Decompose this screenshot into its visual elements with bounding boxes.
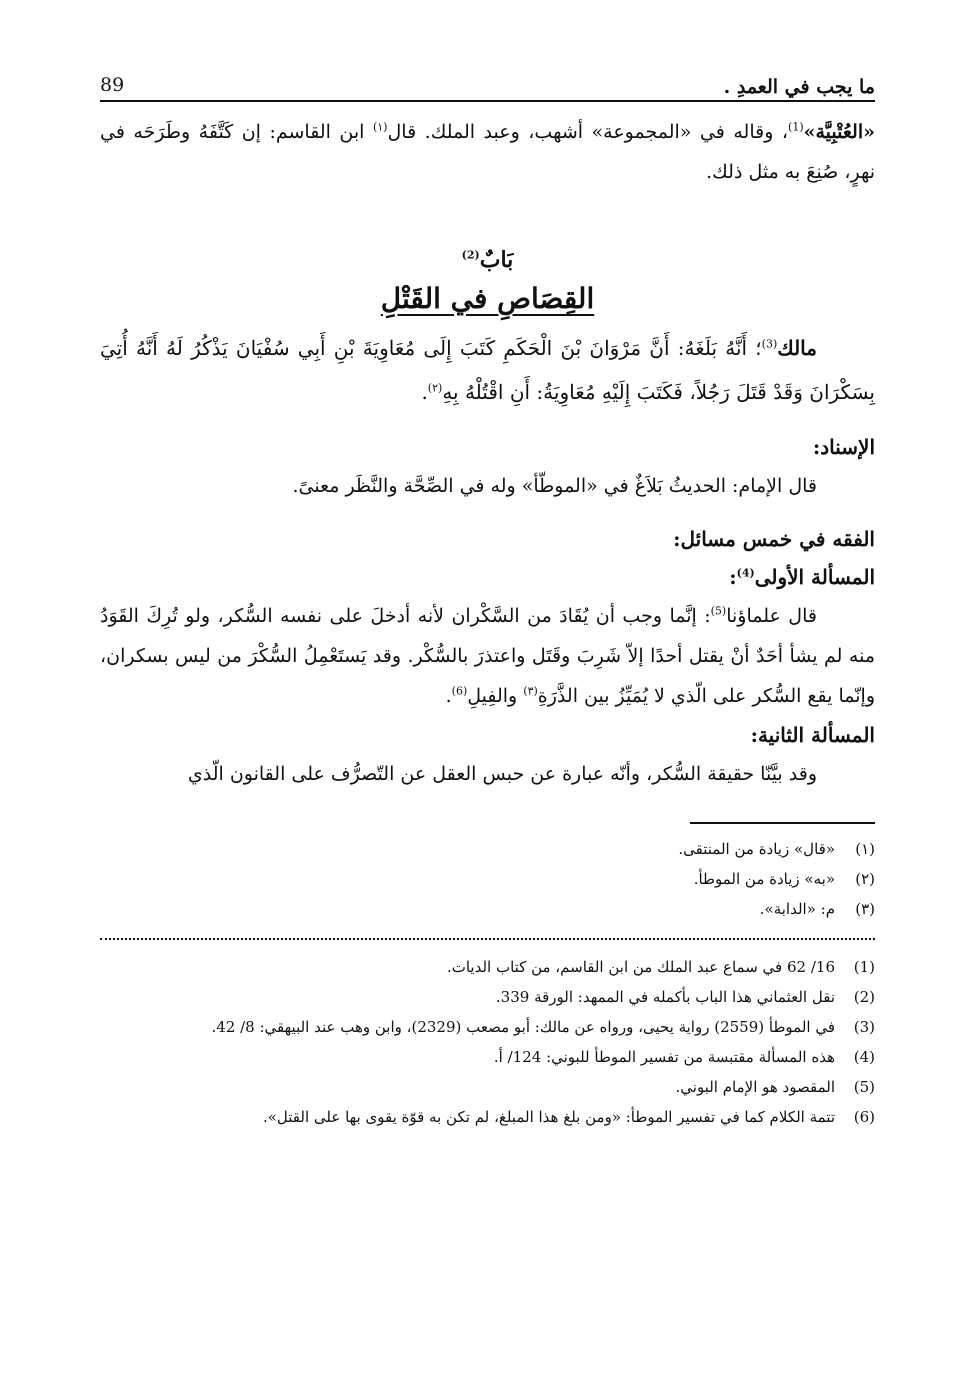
footnote-item: (3) في الموطأ (2559) رواية يحيى، ورواه عن مالك: أبو مصعب (2329)، وابن وهب عند البيهقي: 8/ 42. — [211, 1018, 875, 1036]
footnote-separator — [690, 822, 875, 824]
page-header — [100, 60, 875, 102]
footnote-dotted-separator — [100, 938, 875, 940]
footnote-item: (1) 16/ 62 في سماع عبد الملك من ابن القاسم، من كتاب الديات. — [446, 958, 875, 976]
footnote-ref: (1) — [788, 120, 804, 134]
footnote-ref: (5) — [710, 604, 727, 618]
hadith-text: ؛ أَنَّهُ بَلَغَهُ: أَنَّ مَرْوَانَ بْنَ الْحَكَمِ كَتَبَ إِلَى مُعَاوِيَةَ بْنِ أَبِي سُفْيَانَ يَذْكُرُ لَهُ أَنَّهُ أُتِيَ بِسَكْرَانَ وَقَدْ قَتَلَ رَجُلاً، فَكَتَبَ إِلَيْهِ مُعَاوِيَةُ: أَنِ اقْتُلْهُ بِهِ — [100, 336, 875, 404]
page-number: 89 — [100, 74, 125, 96]
question-1-heading: المسألة الأولى$^{(4)}$: — [729, 565, 875, 589]
footnote-ref: (4) — [736, 566, 755, 580]
question-1-text: قال علماؤنا$^{(5)}$: إنَّما وجب أن يُقَادَ من السَّكْران لأنه أدخلَ على نفسه السُّكر، ولو تُرِكَ القَوَدُ منه لم يشأ أحَدٌ أنْ يقتل أحدًا إلاّ شَرِبَ وقَتَل واعتذرَ بالسُّكْر. وقد يَستَعْمِلُ السُّكْرَ من ليس بسكران، وإنّما يقع السُّكر على الّذي لا يُمَيِّزُ بين الذَّرَةِ$^{(٣)}$ والفِيلِ$^{(6)}$. — [100, 604, 875, 707]
footnote-item: (5) المقصود هو الإمام البوني. — [675, 1078, 875, 1096]
intro-book-name: «العُتْبِيَّة» — [803, 121, 875, 143]
isnad-text: قال الإمام: الحديثُ بَلاَغٌ في «الموطّأ» وله في الصِّحَّة والنَّظَر معنىً. — [292, 475, 817, 497]
isnad-heading: الإسناد: — [812, 435, 875, 459]
footnote-item: (6) تتمة الكلام كما في تفسير الموطأ: «ومن بلغ هذا المبلغ، لم تكن به قوّة يقوى بها على القتل». — [262, 1108, 875, 1126]
collation-footnotes — [100, 834, 875, 924]
page — [100, 60, 875, 1132]
footnote-ref: (٣) — [523, 684, 538, 698]
editor-footnotes — [100, 952, 875, 1132]
hadith-narrator: مالك — [777, 336, 817, 360]
footnote-ref: (٢) — [427, 381, 443, 395]
hadith-paragraph: مالك$^{(3)}$؛ أَنَّهُ بَلَغَهُ: أَنَّ مَرْوَانَ بْنَ الْحَكَمِ كَتَبَ إِلَى مُعَاوِيَةَ بْنِ أَبِي سُفْيَانَ يَذْكُرُ لَهُ أَنَّهُ أُتِيَ بِسَكْرَانَ وَقَدْ قَتَلَ رَجُلاً، فَكَتَبَ إِلَيْهِ مُعَاوِيَةُ: أَنِ اقْتُلْهُ بِهِ$^{(٢)}$. — [100, 336, 875, 404]
footnote-ref: (3) — [761, 337, 778, 351]
footnote-ref: (6) — [451, 684, 468, 698]
footnote-item: (١) «قال» زيادة من المنتقى. — [678, 840, 875, 858]
chapter-label: بَابٌ$^{(2)}$ — [461, 247, 514, 273]
footnote-item: (2) نقل العثماني هذا الباب بأكمله في الممهد: الورقة 339. — [495, 988, 875, 1006]
intro-text-end: ابن القاسم: إن كَتَّفَهُ وطَرَحَه في نهرٍ، صُنِعَ به مثل ذلك. — [100, 121, 875, 183]
question-2-heading: المسألة الثانية: — [750, 723, 875, 747]
chapter-title: القِصَاصِ في القَتْلِ — [380, 282, 595, 315]
fiqh-heading: الفقه في خمس مسائل: — [673, 527, 875, 551]
intro-text: ، وقاله في «المجموعة» أشهب، وعبد الملك. قال — [387, 121, 789, 143]
question-2-text: وقد بيَّنّا حقيقة السُّكر، وأنّه عبارة عن حبس العقل عن التّصرُّف على القانون الّذي — [187, 763, 817, 785]
footnote-item: (4) هذه المسألة مقتبسة من تفسير الموطأ للبوني: 124/ أ. — [493, 1048, 875, 1066]
footnote-ref: (١) — [372, 120, 388, 134]
intro-paragraph — [100, 112, 875, 192]
footnote-item: (٢) «به» زيادة من الموطأ. — [693, 870, 875, 888]
footnote-item: (٣) م: «الدابة». — [759, 900, 875, 918]
running-title: ما يجب في العمدِ . — [723, 76, 875, 98]
footnote-ref: (2) — [461, 248, 480, 262]
